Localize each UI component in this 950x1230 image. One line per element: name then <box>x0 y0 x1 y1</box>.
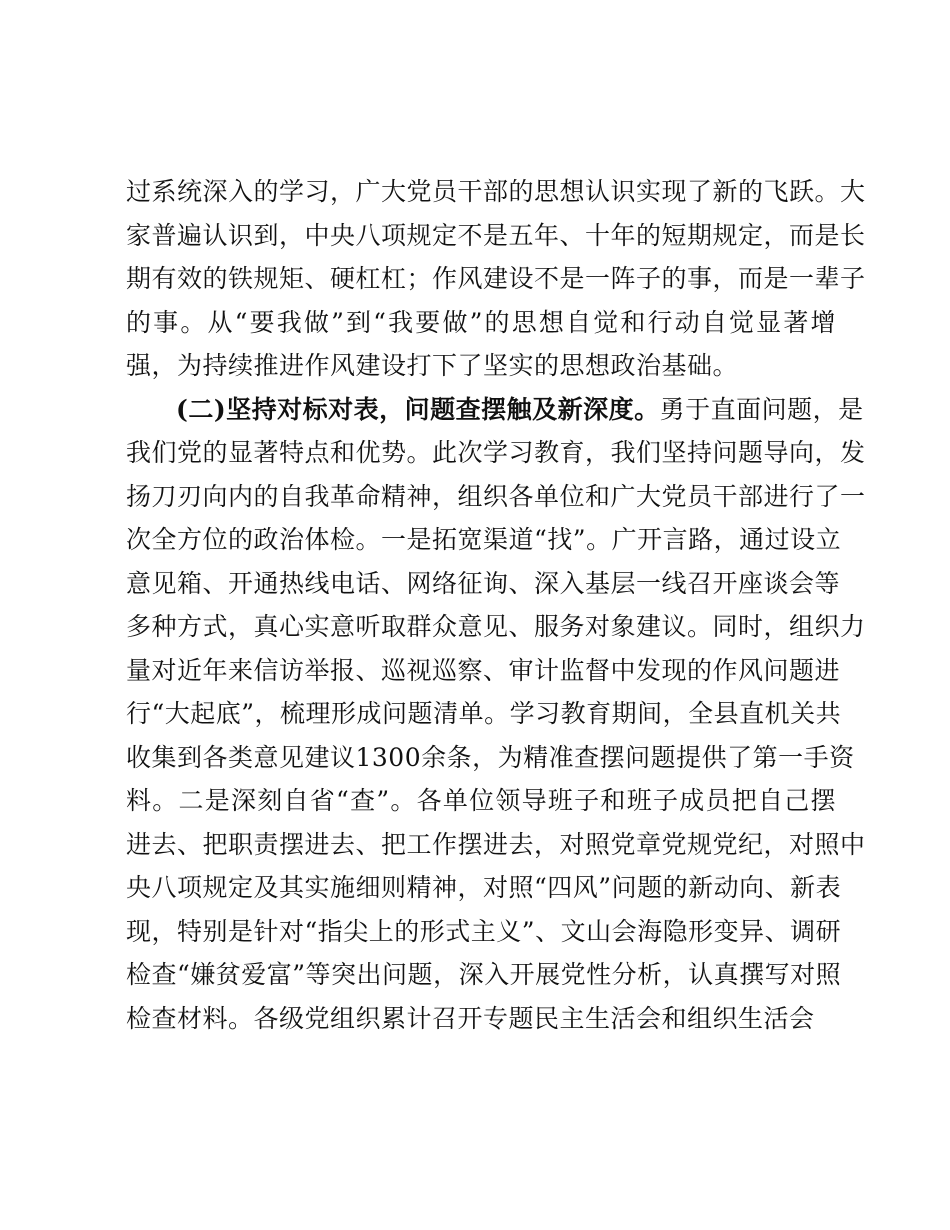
text-line: 扬刀刃向内的自我革命精神，组织各单位和广大党员干部进行了一 <box>126 481 866 511</box>
text-line: 进去、把职责摆进去、把工作摆进去，对照党章党规党纪，对照中 <box>126 829 866 859</box>
body-text <box>126 170 866 1040</box>
text-line: 现，特别是针对“指尖上的形式主义”、文山会海隐形变异、调研 <box>126 916 842 946</box>
text-line: 我们党的显著特点和优势。此次学习教育，我们坚持问题导向，发 <box>126 438 866 467</box>
text-line: 家普遍认识到，中央八项规定不是五年、十年的短期规定，而是长 <box>126 220 866 250</box>
section-heading: (二)坚持对标对表，问题查摆触及新深度。 <box>176 394 660 424</box>
section-first-line <box>126 388 864 432</box>
text-line: 行“大起底”，梳理形成问题清单。学习教育期间，全县直机关共 <box>126 699 842 728</box>
text-line: 检查材料。各级党组织累计召开专题民主生活会和组织生活会 <box>126 1003 815 1033</box>
text-line: 收集到各类意见建议1300余条，为精准查摆问题提供了第一手资 <box>126 742 855 772</box>
text-line: 期有效的铁规矩、硬杠杠；作风建设不是一阵子的事，而是一辈子 <box>126 264 866 293</box>
text-line: 次全方位的政治体检。一是拓宽渠道“找”。广开言路，通过设立 <box>126 525 842 554</box>
text-line: 多种方式，真心实意听取群众意见、服务对象建议。同时，组织力 <box>126 612 866 641</box>
text-line: 央八项规定及其实施细则精神，对照“四风”问题的新动向、新表 <box>126 873 842 902</box>
text-line: 意见箱、开通热线电话、网络征询、深入基层一线召开座谈会等 <box>126 568 841 598</box>
section-first-line-rest: 勇于直面问题，是 <box>659 394 864 424</box>
text-line: 量对近年来信访举报、巡视巡察、审计监督中发现的作风问题进 <box>126 655 841 685</box>
text-line: 检查“嫌贫爱富”等突出问题，深入开展党性分析，认真撰写对照 <box>126 960 842 989</box>
text-line: 强，为持续推进作风建设打下了坚实的思想政治基础。 <box>126 351 739 380</box>
text-line: 料。二是深刻自省“查”。各单位领导班子和班子成员把自己摆 <box>126 786 836 815</box>
text-line: 的事。从“要我做”到“我要做”的思想自觉和行动自觉显著增 <box>126 307 836 337</box>
text-line: 过系统深入的学习，广大党员干部的思想认识实现了新的飞跃。大 <box>126 177 866 206</box>
